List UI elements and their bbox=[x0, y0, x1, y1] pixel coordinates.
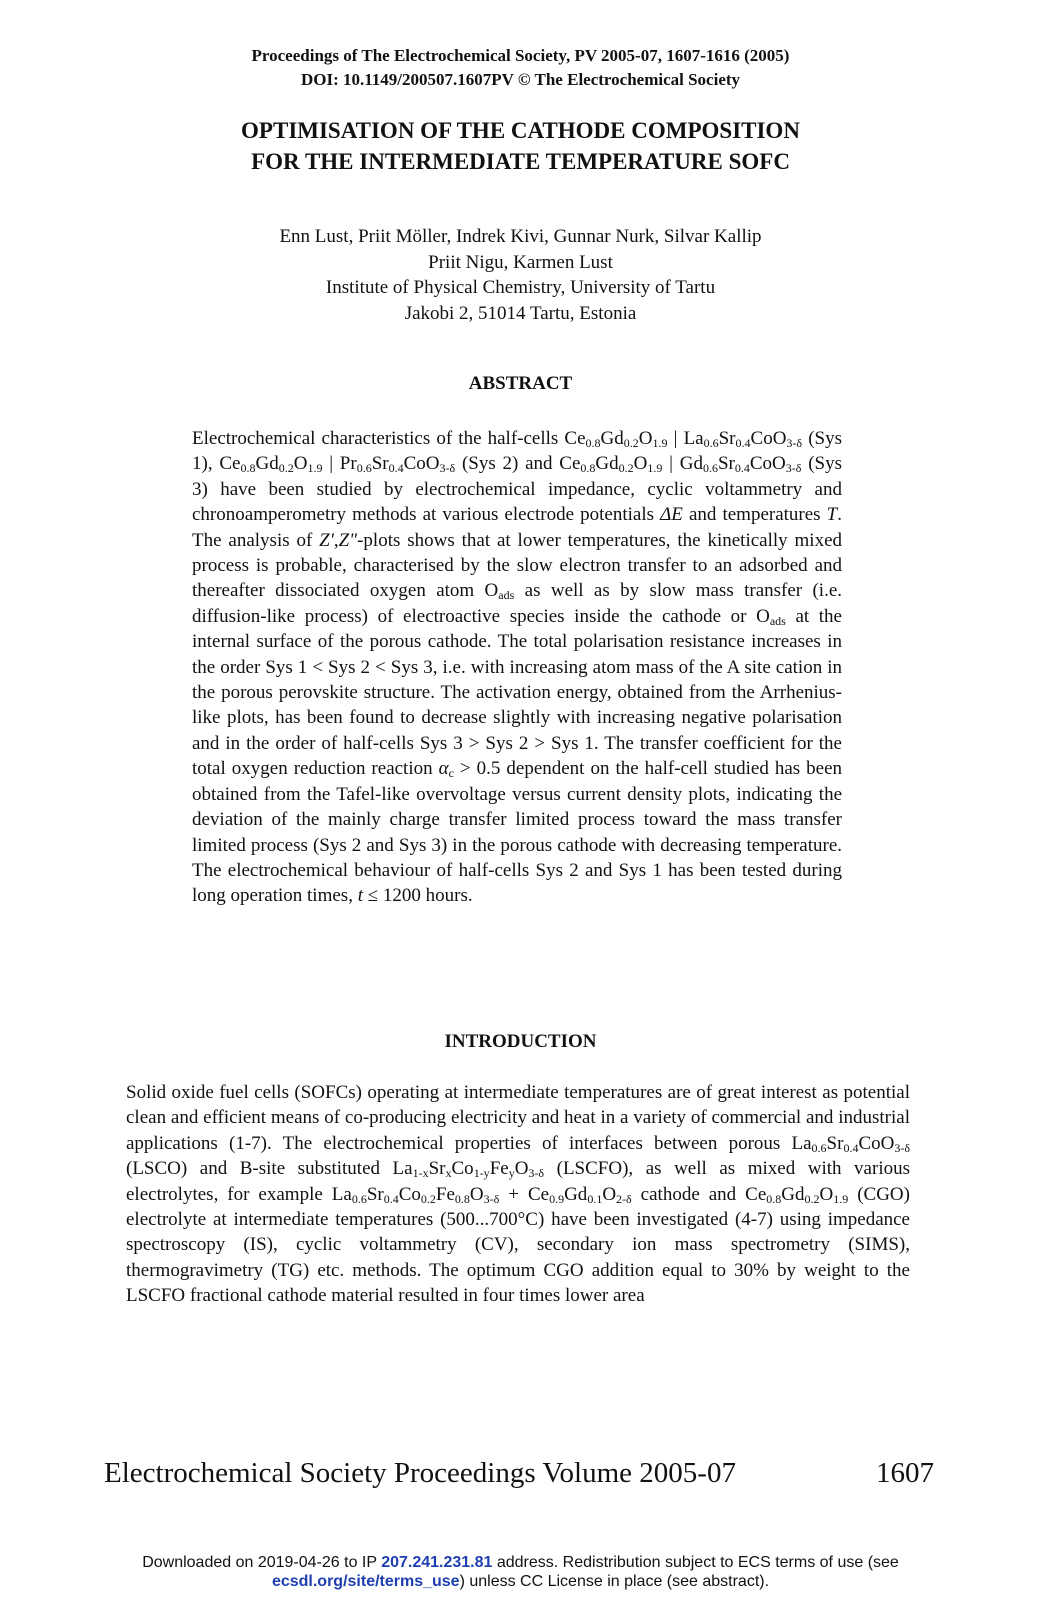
author-block bbox=[0, 224, 1041, 326]
introduction-heading: INTRODUCTION bbox=[444, 1031, 597, 1052]
ip-address-link[interactable]: 207.241.231.81 bbox=[381, 1554, 493, 1571]
authors-line2: Priit Nigu, Karmen Lust bbox=[428, 251, 613, 273]
paper-title bbox=[0, 115, 1041, 177]
address: Jakobi 2, 51014 Tartu, Estonia bbox=[404, 302, 637, 324]
authors-line1: Enn Lust, Priit Möller, Indrek Kivi, Gunnar Nurk, Silvar Kallip bbox=[279, 226, 762, 247]
title-line1: OPTIMISATION OF THE CATHODE COMPOSITION bbox=[241, 118, 800, 143]
affiliation: Institute of Physical Chemistry, University of Tartu bbox=[325, 277, 716, 298]
abstract-paragraph: Electrochemical characteristics of the half-cells $Ce_{0.8}Gd_{0.2}O_{1.9}$ | $La_{0.6}Sr_{0.4}CoO_{3-\delta}$ (Sys 1), $Ce_{0.8}Gd_{0.2}O_{1.9}$ | $Pr_{0.6}Sr_{0.4}CoO_{3-\delta}$ (Sys 2) and $Ce_{0.8}Gd_{0.2}O_{1.9}$ | $Gd_{0.6}Sr_{0.4}CoO_{3-\delta}$ (Sys 3) have been studied by electrochemical impedance, cyclic voltammetry and chronoamperometry methods at various electrode potentials ΔE and temperatures T. The analysis of Z',Z"-plots shows that at lower temperatures, the kinetically mixed process is probable, characterised by the slow electron transfer to an adsorbed and thereafter dissociated oxygen atom $O_{ads}$ as well as by slow mass transfer (i.e. diffusion-like process) of electroactive species inside the cathode or $O_{ads}$ at the internal surface of the porous cathode. The total polarisation resistance increases in the order Sys 1 < Sys 2 < Sys 3, i.e. with increasing atom mass of the A site cation in the porous perovskite structure. The activation energy, obtained from the Arrhenius-like plots, has been found to decrease slightly with increasing negative polarisation and in the order of half-cells Sys 3 > Sys 2 > Sys 1. The transfer coefficient for the total oxygen reduction reaction $\alpha_c > 0.5$ dependent on the half-cell studied has been obtained from the Tafel-like overvoltage versus current density plots, indicating the deviation of the mainly charge transfer limited process toward the mass transfer limited process (Sys 2 and Sys 3) in the porous cathode with decreasing temperature. The electrochemical behaviour of half-cells Sys 2 and Sys 1 has been tested during long operation times, t ≤ 1200 hours. bbox=[192, 428, 843, 907]
running-header-line1: Proceedings of The Electrochemical Society, PV 2005-07, 1607-1616 (2005) bbox=[251, 46, 790, 65]
abstract-text bbox=[192, 426, 842, 909]
terms-of-use-link[interactable]: ecsdl.org/site/terms_use bbox=[271, 1573, 460, 1590]
page-number: 1607 bbox=[876, 1457, 934, 1489]
intro-paragraph: Solid oxide fuel cells (SOFCs) operating at intermediate temperatures are of great interest as potential clean and efficient means of co-producing electricity and heat in a variety of commercial and industrial applications (1-7). The electrochemical properties of interfaces between porous $La_{0.6}Sr_{0.4}CoO_{3-\delta}$ (LSCO) and B-site substituted $La_{1-x}Sr_xCo_{1-y}Fe_yO_{3-\delta}$ (LSCFO), as well as mixed with various electrolytes, for example $La_{0.6}Sr_{0.4}Co_{0.2}Fe_{0.8}O_{3-\delta} + Ce_{0.9}Gd_{0.1}O_{2-\delta}$ cathode and $Ce_{0.8}Gd_{0.2}O_{1.9}$ (CGO) electrolyte at intermediate temperatures (500...700°C) have been investigated (4-7) using impedance spectroscopy (IS), cyclic voltammetry (CV), secondary ion mass spectrometry (SIMS), thermogravimetry (TG) etc. methods. The optimum CGO addition equal to 30% by weight to the LSCFO fractional cathode material resulted in four times lower area bbox=[126, 1082, 910, 1307]
running-header-doi: DOI: 10.1149/200507.1607PV © The Electrochemical Society bbox=[300, 70, 741, 89]
title-line2: FOR THE INTERMEDIATE TEMPERATURE SOFC bbox=[251, 149, 790, 174]
introduction-text bbox=[126, 1080, 910, 1309]
footer-volume: Electrochemical Society Proceedings Volume 2005-07 bbox=[104, 1457, 736, 1489]
abstract-heading: ABSTRACT bbox=[468, 373, 573, 394]
download-notice: Downloaded on 2019-04-26 to IP 207.241.231.81 address. Redistribution subject to ECS terms of use (see ecsdl.org/site/terms_use) unless CC License in place (see abstract). bbox=[142, 1554, 899, 1590]
